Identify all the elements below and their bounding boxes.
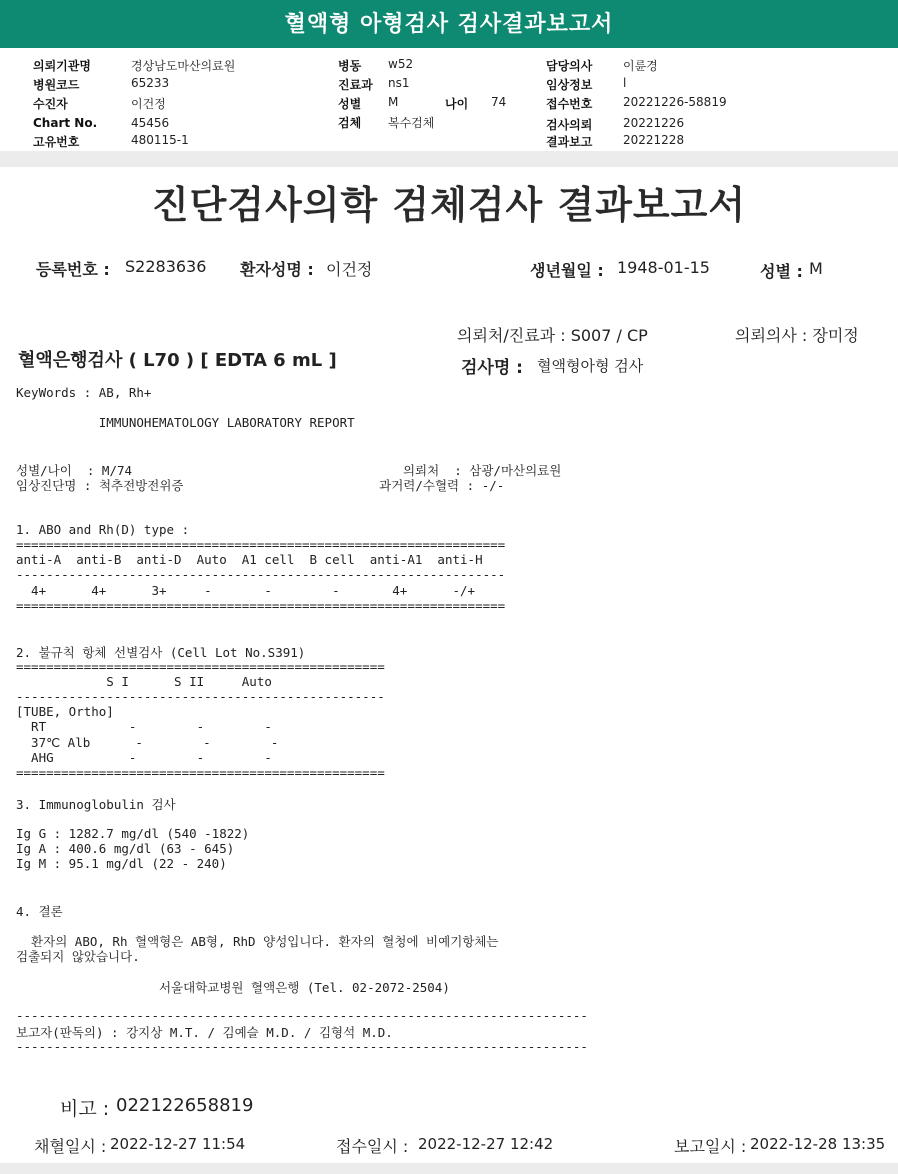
value-sex: M bbox=[388, 95, 399, 109]
result-line: RT - - - bbox=[16, 719, 272, 735]
result-line: Ig G : 1282.7 mg/dl (540 -1822) bbox=[16, 825, 250, 841]
label-patient: 수진자 bbox=[33, 97, 68, 111]
value-request-date: 20221226 bbox=[623, 116, 685, 130]
result-line: S I S II Auto bbox=[16, 673, 272, 689]
collect-value: 2022-12-27 11:54 bbox=[110, 1135, 246, 1153]
test-name-value: 혈액형아형 검사 bbox=[537, 357, 644, 375]
label-request-date: 검사의뢰 bbox=[546, 118, 593, 132]
value-age: 74 bbox=[491, 95, 507, 109]
result-line: ================================================= bbox=[16, 658, 385, 674]
value-clinical-info: l bbox=[623, 76, 627, 90]
report-banner: 혈액형 아형검사 검사결과보고서 bbox=[0, 0, 898, 48]
test-name-label: 검사명 : bbox=[461, 358, 523, 378]
result-line: IMMUNOHEMATOLOGY LABORATORY REPORT bbox=[16, 415, 355, 431]
result-line: 4. 결론 bbox=[16, 903, 63, 919]
result-line: 3. Immunoglobulin 검사 bbox=[16, 797, 176, 813]
result-line: ================================================================= bbox=[16, 597, 506, 613]
result-line: 서울대학교병원 혈액은행 (Tel. 02-2072-2504) bbox=[16, 979, 450, 995]
value-patient: 이건정 bbox=[131, 97, 166, 111]
label-age: 나이 bbox=[445, 97, 469, 111]
label-ward: 병동 bbox=[338, 59, 362, 73]
label-department: 진료과 bbox=[338, 78, 373, 92]
label-physician: 담당의사 bbox=[546, 59, 593, 73]
patient-name-value: 이건정 bbox=[326, 260, 373, 279]
value-report-date: 20221228 bbox=[623, 133, 685, 147]
referral-dept: 의뢰처/진료과 : S007 / CP bbox=[457, 326, 648, 345]
result-line: Ig A : 400.6 mg/dl (63 - 645) bbox=[16, 841, 235, 856]
value-hospital-code: 65233 bbox=[131, 76, 170, 90]
result-line: 검출되지 않았습니다. bbox=[16, 949, 140, 965]
remark-label: 비고 : bbox=[60, 1098, 110, 1120]
remark-value: 022122658819 bbox=[116, 1095, 254, 1116]
result-line: 성별/나이 : M/74 의뢰처 : 삼광/마산의료원 bbox=[16, 463, 562, 478]
footer-divider bbox=[0, 1163, 898, 1174]
value-receipt-no: 20221226-58819 bbox=[623, 95, 727, 109]
result-line: ================================================= bbox=[16, 765, 385, 780]
header-divider bbox=[0, 151, 898, 167]
result-line: ================================================================= bbox=[16, 537, 506, 552]
receipt-value: 2022-12-27 12:42 bbox=[418, 1135, 554, 1153]
label-institution: 의뢰기관명 bbox=[33, 59, 91, 73]
referral-doctor: 의뢰의사 : 장미정 bbox=[735, 326, 859, 345]
result-line: 1. ABO and Rh(D) type : bbox=[16, 521, 190, 537]
test-title: 혈액은행검사 ( L70 ) [ EDTA 6 mL ] bbox=[18, 350, 337, 371]
receipt-label: 접수일시 : bbox=[336, 1137, 409, 1156]
result-line: 보고자(판독의) : 강지상 M.T. / 김예슬 M.D. / 김형석 M.D. bbox=[16, 1025, 393, 1041]
label-receipt-no: 접수번호 bbox=[546, 97, 593, 111]
label-hospital-code: 병원코드 bbox=[33, 78, 80, 92]
value-institution: 경상남도마산의료원 bbox=[131, 59, 236, 73]
result-line: 37℃ Alb - - - bbox=[16, 734, 279, 750]
result-line: 4+ 4+ 3+ - - - 4+ -/+ bbox=[16, 582, 476, 598]
value-chart-no: 45456 bbox=[131, 116, 170, 130]
label-sex: 성별 bbox=[338, 97, 362, 111]
label-specimen: 검체 bbox=[338, 116, 362, 130]
reg-no-label: 등록번호 : bbox=[36, 260, 110, 279]
value-unique-no: 480115-1 bbox=[131, 133, 189, 147]
result-line: anti-A anti-B anti-D Auto A1 cell B cell anti-A1 anti-H bbox=[16, 552, 483, 568]
dob-value: 1948-01-15 bbox=[617, 258, 710, 277]
dob-label: 생년월일 : bbox=[530, 261, 604, 280]
label-chart-no: Chart No. bbox=[33, 116, 98, 130]
label-unique-no: 고유번호 bbox=[33, 135, 80, 149]
value-physician: 이륜경 bbox=[623, 59, 658, 73]
label-report-date: 결과보고 bbox=[546, 135, 593, 149]
result-line: Ig M : 95.1 mg/dl (22 - 240) bbox=[16, 856, 227, 872]
result-line: ---------------------------------------------------------------------------- bbox=[16, 1038, 588, 1054]
result-line: 2. 불규칙 항체 선별검사 (Cell Lot No.S391) bbox=[16, 645, 306, 661]
sex-value: M bbox=[809, 259, 823, 278]
report-value: 2022-12-28 13:35 bbox=[750, 1135, 886, 1153]
sex-label: 성별 : bbox=[760, 262, 803, 281]
result-line: [TUBE, Ortho] bbox=[16, 704, 114, 720]
result-line: ------------------------------------------------- bbox=[16, 689, 385, 704]
collect-label: 채혈일시 : bbox=[34, 1137, 107, 1156]
result-line: 임상진단명 : 척추전방전위증 과거력/수혈력 : -/- bbox=[16, 478, 505, 494]
result-line: ----------------------------------------------------------------- bbox=[16, 567, 506, 583]
label-clinical-info: 임상정보 bbox=[546, 78, 593, 92]
result-line: 환자의 ABO, Rh 혈액형은 AB형, RhD 양성입니다. 환자의 혈청에 비예기항체는 bbox=[16, 934, 499, 950]
value-specimen: 복수검체 bbox=[388, 116, 435, 130]
result-line: ---------------------------------------------------------------------------- bbox=[16, 1008, 588, 1024]
result-line: KeyWords : AB, Rh+ bbox=[16, 385, 152, 400]
value-ward: w52 bbox=[388, 57, 414, 71]
report-title: 진단검사의학 검체검사 결과보고서 bbox=[151, 183, 747, 227]
report-label: 보고일시 : bbox=[674, 1137, 747, 1156]
reg-no-value: S2283636 bbox=[125, 257, 207, 276]
result-line: AHG - - - bbox=[16, 749, 272, 765]
patient-name-label: 환자성명 : bbox=[240, 260, 314, 279]
value-department: ns1 bbox=[388, 76, 410, 90]
